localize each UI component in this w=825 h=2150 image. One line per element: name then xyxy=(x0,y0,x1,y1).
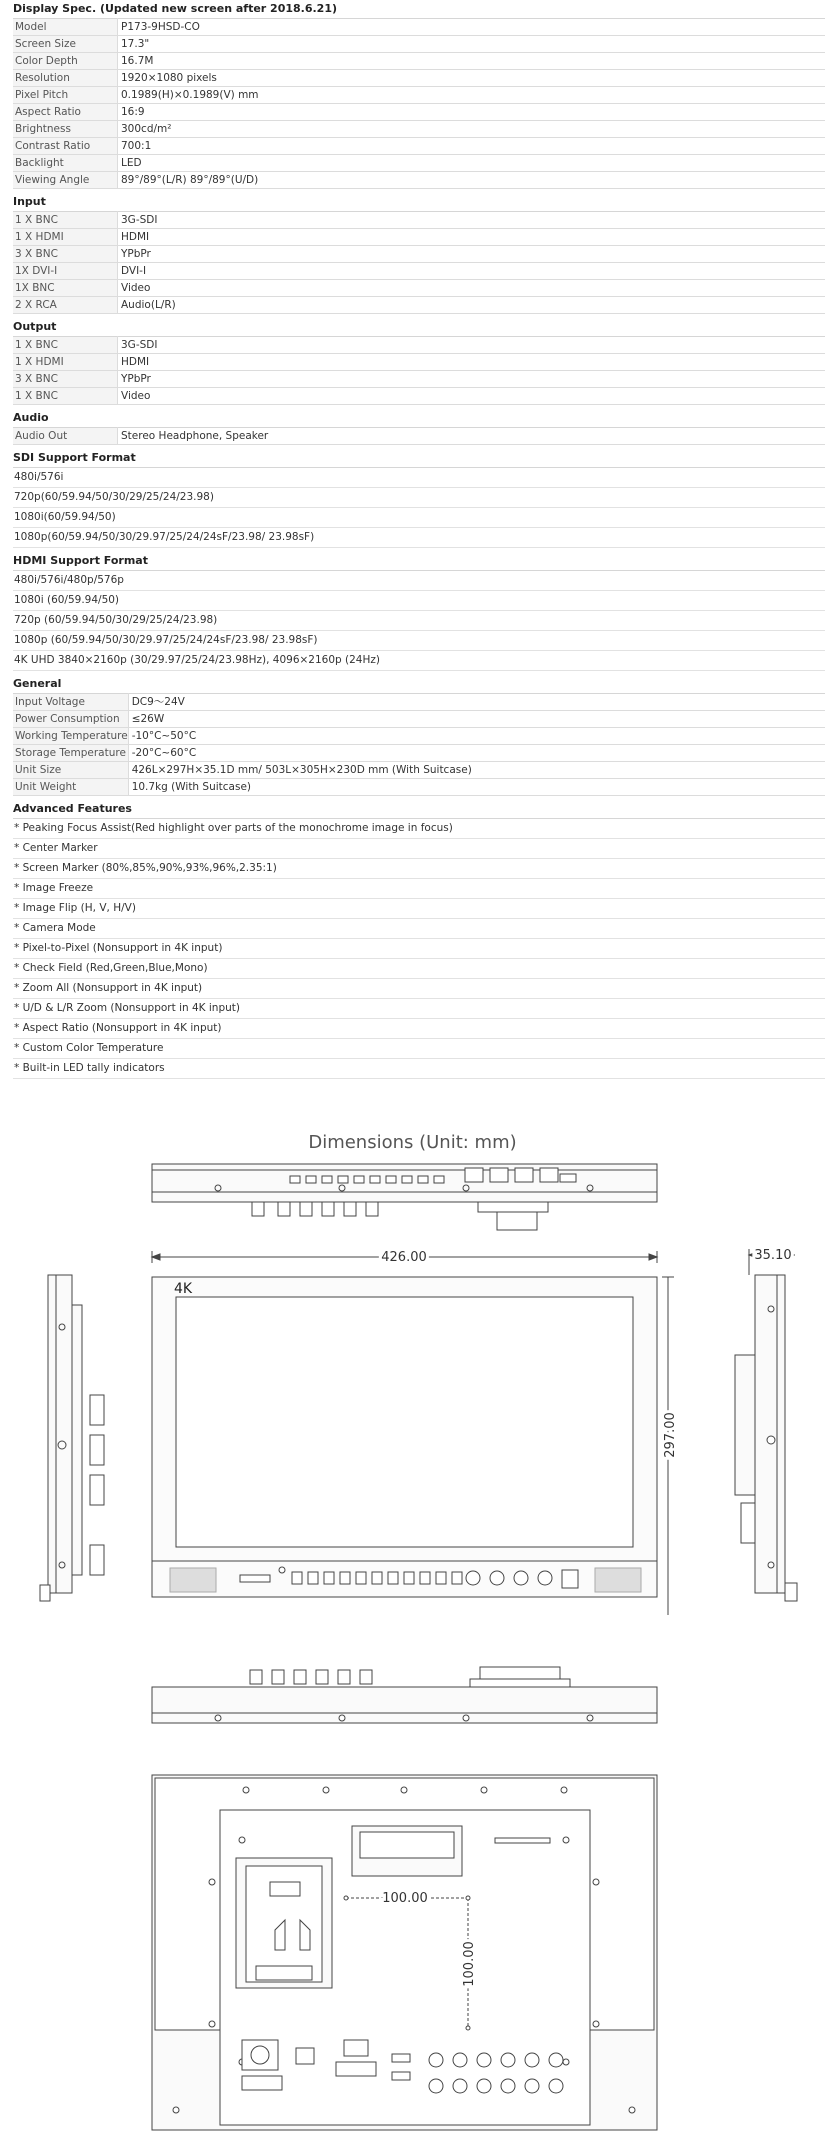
display-spec-row xyxy=(13,36,825,53)
hdmi-format-item: 1080i (60/59.94/50) xyxy=(13,591,825,611)
general-row xyxy=(13,762,825,779)
general-key: Input Voltage xyxy=(13,694,128,711)
sdi-heading: SDI Support Format xyxy=(13,451,136,464)
general-row xyxy=(13,694,825,711)
output-row xyxy=(13,337,825,354)
input-key: 3 X BNC xyxy=(13,246,118,263)
general-heading: General xyxy=(13,677,62,690)
general-value: 426L×297H×35.1D mm/ 503L×305H×230D mm (With Suitcase) xyxy=(128,762,825,779)
general-value: ≤26W xyxy=(128,711,825,728)
output-key: 1 X BNC xyxy=(13,388,118,405)
general-key: Unit Size xyxy=(13,762,128,779)
feature-item: * Image Freeze xyxy=(13,879,825,899)
general-table xyxy=(13,693,825,796)
input-value: Video xyxy=(118,280,825,297)
output-row xyxy=(13,354,825,371)
output-value: YPbPr xyxy=(118,371,825,388)
display-spec-row xyxy=(13,87,825,104)
output-value: 3G-SDI xyxy=(118,337,825,354)
audio-value: Stereo Headphone, Speaker xyxy=(118,428,825,445)
general-row xyxy=(13,779,825,796)
general-key: Power Consumption xyxy=(13,711,128,728)
hdmi-format-list xyxy=(13,570,825,671)
input-key: 1X BNC xyxy=(13,280,118,297)
display-spec-value: 700:1 xyxy=(118,138,825,155)
output-table xyxy=(13,336,825,405)
display-spec-key: Color Depth xyxy=(13,53,118,70)
display-spec-row xyxy=(13,121,825,138)
display-spec-key: Resolution xyxy=(13,70,118,87)
input-heading: Input xyxy=(13,195,46,208)
general-row xyxy=(13,745,825,762)
display-spec-key: Aspect Ratio xyxy=(13,104,118,121)
input-row xyxy=(13,229,825,246)
display-spec-value: LED xyxy=(118,155,825,172)
output-row xyxy=(13,371,825,388)
input-value: 3G-SDI xyxy=(118,212,825,229)
input-key: 1 X HDMI xyxy=(13,229,118,246)
sdi-format-item: 1080p(60/59.94/50/30/29.97/25/24/24sF/23.98/ 23.98sF) xyxy=(13,528,825,548)
input-value: YPbPr xyxy=(118,246,825,263)
audio-table xyxy=(13,427,825,445)
feature-item: * Image Flip (H, V, H/V) xyxy=(13,899,825,919)
input-table xyxy=(13,211,825,314)
badge-4k: 4K xyxy=(174,1281,193,1297)
display-spec-row xyxy=(13,172,825,189)
audio-key: Audio Out xyxy=(13,428,118,445)
display-spec-table xyxy=(13,18,825,189)
display-spec-value: 89°/89°(L/R) 89°/89°(U/D) xyxy=(118,172,825,189)
display-spec-key: Screen Size xyxy=(13,36,118,53)
input-row xyxy=(13,280,825,297)
display-spec-value: 1920×1080 pixels xyxy=(118,70,825,87)
feature-item: * Screen Marker (80%,85%,90%,93%,96%,2.35:1) xyxy=(13,859,825,879)
feature-item: * Center Marker xyxy=(13,839,825,859)
audio-row xyxy=(13,428,825,445)
input-key: 1X DVI-I xyxy=(13,263,118,280)
output-value: HDMI xyxy=(118,354,825,371)
audio-heading: Audio xyxy=(13,411,49,424)
input-row xyxy=(13,297,825,314)
display-spec-value: 17.3" xyxy=(118,36,825,53)
features-heading: Advanced Features xyxy=(13,802,132,815)
display-spec-heading: Display Spec. (Updated new screen after 2018.6.21) xyxy=(13,2,338,15)
general-key: Storage Temperature xyxy=(13,745,128,762)
mount-horizontal-label: 100.00 xyxy=(382,1891,428,1906)
display-spec-key: Brightness xyxy=(13,121,118,138)
display-spec-row xyxy=(13,155,825,172)
general-key: Working Temperature xyxy=(13,728,128,745)
general-key: Unit Weight xyxy=(13,779,128,796)
display-spec-row xyxy=(13,138,825,155)
feature-item: * Zoom All (Nonsupport in 4K input) xyxy=(13,979,825,999)
general-row xyxy=(13,711,825,728)
display-spec-value: 16:9 xyxy=(118,104,825,121)
display-spec-row xyxy=(13,19,825,36)
display-spec-value: 0.1989(H)×0.1989(V) mm xyxy=(118,87,825,104)
display-spec-row xyxy=(13,104,825,121)
display-spec-key: Viewing Angle xyxy=(13,172,118,189)
display-spec-row xyxy=(13,53,825,70)
general-row xyxy=(13,728,825,745)
general-value: 10.7kg (With Suitcase) xyxy=(128,779,825,796)
hdmi-heading: HDMI Support Format xyxy=(13,554,148,567)
general-value: -20°C~60°C xyxy=(128,745,825,762)
input-row xyxy=(13,246,825,263)
depth-dimension-label: 35.10 xyxy=(754,1248,792,1263)
general-value: -10°C~50°C xyxy=(128,728,825,745)
hdmi-format-item: 480i/576i/480p/576p xyxy=(13,571,825,591)
bottom-view-drawing xyxy=(0,1665,825,1735)
feature-item: * Custom Color Temperature xyxy=(13,1039,825,1059)
display-spec-key: Model xyxy=(13,19,118,36)
output-key: 1 X BNC xyxy=(13,337,118,354)
feature-item: * Aspect Ratio (Nonsupport in 4K input) xyxy=(13,1019,825,1039)
input-key: 1 X BNC xyxy=(13,212,118,229)
back-view-drawing xyxy=(0,1770,825,2140)
spec-sheet xyxy=(13,0,825,1079)
input-value: Audio(L/R) xyxy=(118,297,825,314)
hdmi-format-item: 1080p (60/59.94/50/30/29.97/25/24/24sF/23.98/ 23.98sF) xyxy=(13,631,825,651)
feature-item: * U/D & L/R Zoom (Nonsupport in 4K input) xyxy=(13,999,825,1019)
output-key: 1 X HDMI xyxy=(13,354,118,371)
output-value: Video xyxy=(118,388,825,405)
display-spec-key: Contrast Ratio xyxy=(13,138,118,155)
feature-item: * Peaking Focus Assist(Red highlight over parts of the monochrome image in focus) xyxy=(13,819,825,839)
hdmi-format-item: 720p (60/59.94/50/30/29/25/24/23.98) xyxy=(13,611,825,631)
mount-vertical-label: 100.00 xyxy=(462,1941,477,1987)
output-key: 3 X BNC xyxy=(13,371,118,388)
input-value: DVI-I xyxy=(118,263,825,280)
sdi-format-item: 480i/576i xyxy=(13,468,825,488)
feature-item: * Built-in LED tally indicators xyxy=(13,1059,825,1079)
hdmi-format-item: 4K UHD 3840×2160p (30/29.97/25/24/23.98Hz), 4096×2160p (24Hz) xyxy=(13,651,825,671)
display-spec-value: 300cd/m² xyxy=(118,121,825,138)
right-side-view-drawing xyxy=(695,1235,825,1615)
sdi-format-list xyxy=(13,467,825,548)
sdi-format-item: 1080i(60/59.94/50) xyxy=(13,508,825,528)
features-list xyxy=(13,818,825,1079)
feature-item: * Pixel-to-Pixel (Nonsupport in 4K input) xyxy=(13,939,825,959)
display-spec-key: Pixel Pitch xyxy=(13,87,118,104)
display-spec-row xyxy=(13,70,825,87)
width-dimension-label: 426.00 xyxy=(381,1250,427,1265)
dimensions-title: Dimensions (Unit: mm) xyxy=(308,1132,517,1153)
display-spec-value: P173-9HSD-CO xyxy=(118,19,825,36)
display-spec-value: 16.7M xyxy=(118,53,825,70)
output-heading: Output xyxy=(13,320,57,333)
display-spec-key: Backlight xyxy=(13,155,118,172)
input-row xyxy=(13,212,825,229)
sdi-format-item: 720p(60/59.94/50/30/29/25/24/23.98) xyxy=(13,488,825,508)
input-row xyxy=(13,263,825,280)
height-dimension-label: 297.00 xyxy=(663,1412,678,1458)
feature-item: * Check Field (Red,Green,Blue,Mono) xyxy=(13,959,825,979)
input-key: 2 X RCA xyxy=(13,297,118,314)
output-row xyxy=(13,388,825,405)
feature-item: * Camera Mode xyxy=(13,919,825,939)
input-value: HDMI xyxy=(118,229,825,246)
general-value: DC9～24V xyxy=(128,694,825,711)
